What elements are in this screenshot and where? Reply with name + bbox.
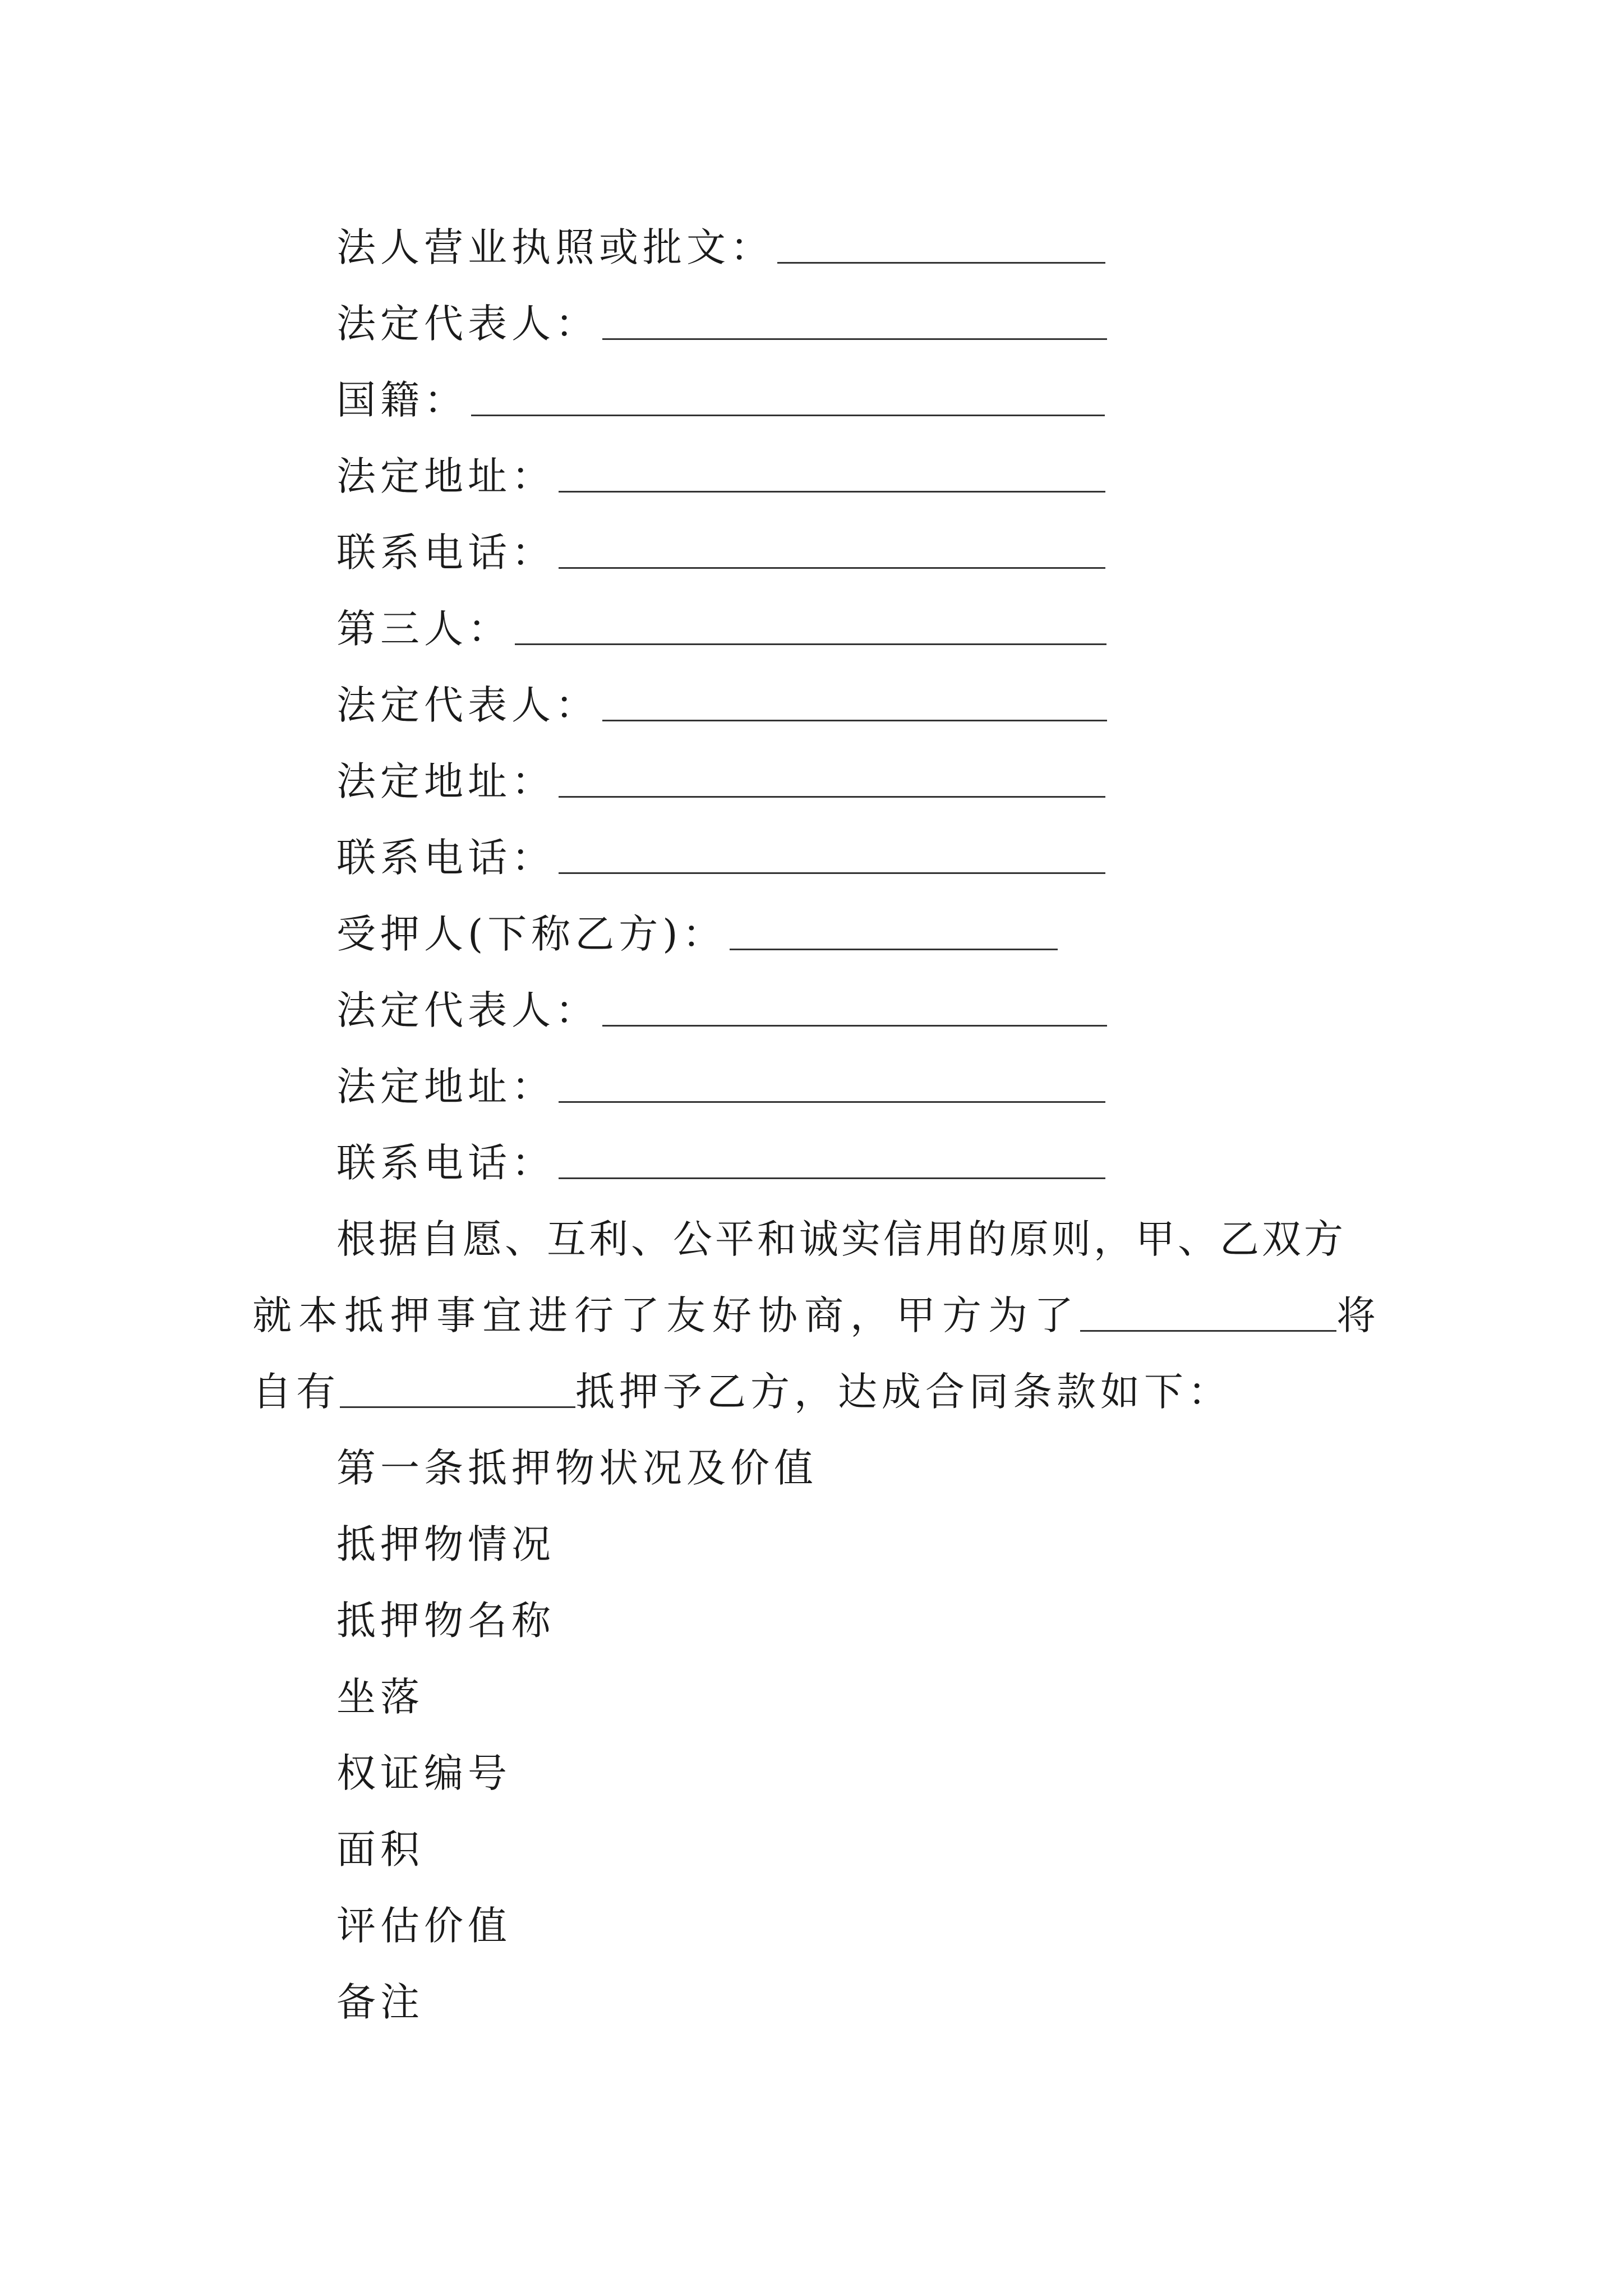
fill-blank — [559, 759, 1105, 798]
field-phone-2 — [336, 823, 1105, 885]
section-item — [336, 1510, 555, 1572]
section-item-text: 备注 — [336, 1978, 424, 2025]
section-item-text: 权证编号 — [336, 1750, 511, 1796]
field-phone-1 — [336, 518, 1105, 580]
fill-blank — [602, 683, 1107, 721]
fill-blank — [559, 835, 1105, 874]
field-legal-address-3 — [336, 1052, 1105, 1114]
field-legal-rep-1 — [336, 289, 1107, 351]
section-item — [336, 1663, 424, 1724]
section-item — [336, 1892, 511, 1953]
paragraph-text: 就本抵押事宜进行了友好协商，甲方为了 — [252, 1292, 1080, 1338]
fill-blank — [559, 530, 1105, 569]
fill-blank — [471, 378, 1105, 416]
fill-blank — [559, 1140, 1105, 1179]
paragraph-line-3 — [252, 1358, 1232, 1419]
field-label: 联系电话： — [336, 529, 555, 576]
paragraph-line-2 — [252, 1281, 1382, 1343]
fill-blank — [730, 912, 1058, 950]
field-business-license — [336, 213, 1105, 275]
field-label: 法定代表人： — [336, 300, 599, 347]
fill-blank — [559, 1064, 1105, 1103]
section-item-text: 面积 — [336, 1826, 424, 1872]
paragraph-text: 根据自愿、互利、公平和诚实信用的原则，甲、乙双方 — [336, 1216, 1346, 1262]
section-item-text: 评估价值 — [336, 1902, 511, 1949]
fill-blank — [602, 988, 1107, 1027]
field-label: 法人营业执照或批文： — [336, 224, 774, 270]
field-label: 法定地址： — [336, 1063, 555, 1110]
section-title — [336, 1434, 818, 1496]
paragraph-text: 抵押予乙方，达成合同条款如下： — [575, 1368, 1232, 1415]
field-label: 第三人： — [336, 605, 511, 652]
field-label: 法定代表人： — [336, 987, 599, 1033]
section-item — [336, 1739, 511, 1801]
section-item-text: 抵押物情况 — [336, 1521, 555, 1567]
fill-blank — [602, 301, 1107, 340]
fill-blank — [777, 225, 1105, 264]
fill-blank — [1080, 1293, 1336, 1332]
section-title-text: 第一条抵押物状况及价值 — [336, 1444, 818, 1491]
field-legal-rep-2 — [336, 671, 1107, 733]
field-legal-rep-3 — [336, 976, 1107, 1038]
field-legal-address-1 — [336, 442, 1105, 504]
fill-blank — [559, 454, 1105, 493]
fill-blank — [515, 606, 1106, 645]
paragraph-text: 自有 — [252, 1368, 340, 1415]
field-nationality — [336, 366, 1105, 427]
field-label: 法定代表人： — [336, 682, 599, 728]
field-label: 受押人(下称乙方)： — [336, 910, 726, 957]
field-third-party — [336, 595, 1106, 656]
paragraph-text: 将 — [1336, 1292, 1382, 1338]
section-item — [336, 1968, 424, 2030]
field-phone-3 — [336, 1129, 1105, 1190]
field-label: 联系电话： — [336, 834, 555, 881]
field-label: 法定地址： — [336, 758, 555, 804]
section-item-text: 抵押物名称 — [336, 1597, 555, 1644]
field-legal-address-2 — [336, 747, 1105, 809]
field-label: 法定地址： — [336, 453, 555, 499]
section-item-text: 坐落 — [336, 1673, 424, 1720]
field-mortgagee — [336, 900, 1058, 961]
section-item — [336, 1815, 424, 1877]
field-label: 国籍： — [336, 376, 468, 423]
section-item — [336, 1586, 555, 1648]
fill-blank — [340, 1369, 575, 1408]
field-label: 联系电话： — [336, 1139, 555, 1186]
paragraph-line-1 — [336, 1205, 1382, 1267]
